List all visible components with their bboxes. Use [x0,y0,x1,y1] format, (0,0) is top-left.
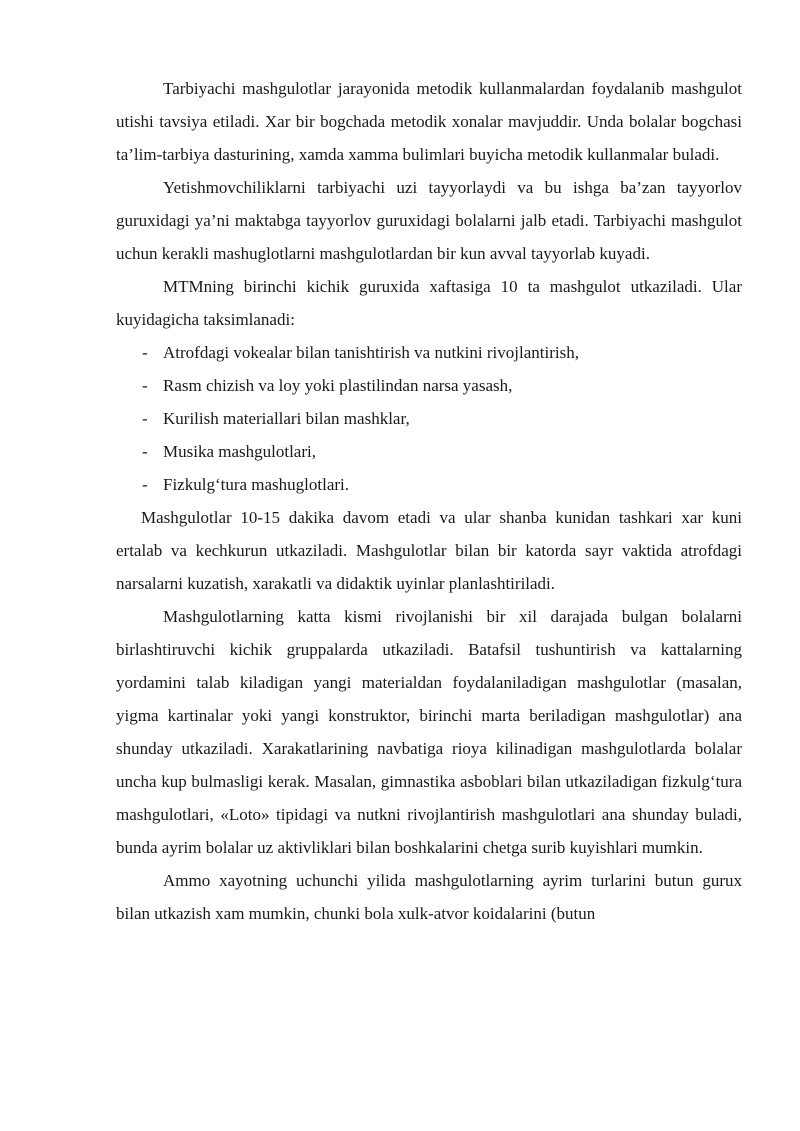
list-item [116,369,742,402]
paragraph-methodical-manuals: Tarbiyachi mashgulotlar jarayonida metodik kullanmalardan foydalanib mashgulot utishi tavsiya etiladi. Xar bir bogchada metodik xonalar mavjuddir. Unda bolalar bogchasi ta’lim-tarbiya dasturining, xamda xamma bulimlari buyicha metodik kullanmalar buladi. [116,79,742,164]
list-item-text: Musika mashgulotlari, [163,442,316,461]
paragraph-preparation: Yetishmovchiliklarni tarbiyachi uzi tayyorlaydi va bu ishga ba’zan tayyorlov guruxidagi ya’ni maktabga tayyorlov guruxidagi bolalarni jalb etadi. Tarbiyachi mashgulot uchun kerakli mashuglotlarni mashgulotlardan bir kun avval tayyorlab kuyadi. [116,178,742,263]
list-item [116,402,742,435]
session-types-list [116,336,742,501]
list-marker: - [142,409,148,428]
list-item [116,435,742,468]
list-marker: - [142,475,148,494]
list-item-text: Rasm chizish va loy yoki plastilindan narsa yasash, [163,376,513,395]
list-item-text: Atrofdagi vokealar bilan tanishtirish va nutkini rivojlantirish, [163,343,579,362]
list-item [116,336,742,369]
paragraph-third-year: Ammo xayotning uchunchi yilida mashgulotlarning ayrim turlarini butun gurux bilan utkazish xam mumkin, chunki bola xulk-atvor koidalarini (butun [116,871,742,923]
list-item [116,468,742,501]
list-marker: - [142,343,148,362]
paragraph-weekly-sessions: MTMning birinchi kichik guruxida xaftasiga 10 ta mashgulot utkaziladi. Ular kuyidagicha taksimlanadi: [116,277,742,329]
list-marker: - [142,442,148,461]
document-body [116,72,742,930]
paragraph-session-duration: Mashgulotlar 10-15 dakika davom etadi va ular shanba kunidan tashkari xar kuni ertalab va kechkurun utkaziladi. Mashgulotlar bilan bir katorda sayr vaktida atrofdagi narsalarni kuzatish, xarakatli va didaktik uyinlar planlashtiriladi. [116,508,742,593]
paragraph-small-groups: Mashgulotlarning katta kismi rivojlanishi bir xil darajada bulgan bolalarni birlashtiruvchi kichik gruppalarda utkaziladi. Batafsil tushuntirish va kattalarning yordamini talab kiladigan yangi materialdan foydalaniladigan mashgulotlar (masalan, yigma kartinalar yoki yangi konstruktor, birinchi marta beriladigan mashgulotlar) ana shunday utkaziladi. Xarakatlarining navbatiga rioya kilinadigan mashgulotlarda bolalar uncha kup bulmasligi kerak. Masalan, gimnastika asboblari bilan utkaziladigan fizkulg‘tura mashgulotlari, «Loto» tipidagi va nutkni rivojlantirish mashgulotlari ana shunday buladi, bunda ayrim bolalar uz aktivliklari bilan boshkalarini chetga surib kuyishlari mumkin. [116,607,742,857]
list-marker: - [142,376,148,395]
list-item-text: Fizkulg‘tura mashuglotlari. [163,475,350,494]
list-item-text: Kurilish materiallari bilan mashklar, [163,409,410,428]
